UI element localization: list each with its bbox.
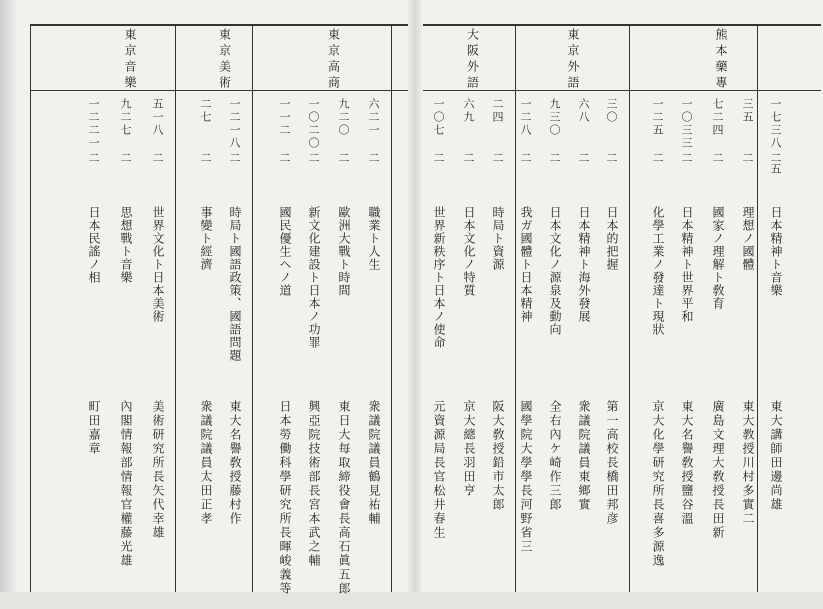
institution-label: 熊本藥專 <box>714 28 728 92</box>
lecturer-name: 元資源局長官松井春生 <box>432 400 446 540</box>
lecturer-name: 衆議院議員太田正孝 <box>199 400 213 526</box>
left-page-top-rule <box>30 24 408 26</box>
lecture-count: 二 <box>307 152 320 163</box>
lecture-title: 思想戰ト音樂 <box>119 206 133 284</box>
lecturer-name: 廣島文理大敎授長田新 <box>711 400 725 540</box>
lecture-title: 化學工業ノ發達ト現狀 <box>651 206 665 336</box>
lecture-count: 二 <box>605 152 618 163</box>
lecture-date: 六八 <box>577 98 590 124</box>
lecture-title: 日本的把握 <box>605 206 619 271</box>
lecturer-name: 興亞院技術部長宮本武之輔 <box>307 400 321 568</box>
right-page-inner-rule <box>757 24 758 592</box>
lecture-title: 新文化建設ト日本ノ功罪 <box>307 206 321 349</box>
institution-separator <box>252 24 253 592</box>
lecture-title: 我ガ國體ト日本精神 <box>519 206 533 323</box>
lecture-count: 二 <box>711 152 724 163</box>
lecturer-name: 町田嘉章 <box>87 400 101 456</box>
lecturer-name: 全右內ケ崎作三郎 <box>548 400 562 512</box>
lecture-title: 日本文化ノ特質 <box>462 206 476 297</box>
lecture-count: 二 <box>680 152 693 163</box>
lecture-date: 一〇二〇 <box>307 98 320 150</box>
lecturer-name: 國學院大學學長河野省三 <box>519 400 533 554</box>
lecture-date: 五一八 <box>151 98 164 137</box>
institution-separator <box>629 24 630 592</box>
lecture-count: 二 <box>491 152 504 163</box>
lecture-count: 二五 <box>769 152 782 174</box>
lecturer-name: 東大講師田邊尚雄 <box>769 400 783 512</box>
lecture-title: 理想ノ國體 <box>741 206 755 271</box>
lecture-date: 一二一八 <box>228 98 241 150</box>
lecture-count: 二 <box>741 152 754 163</box>
lecturer-name: 衆議院議員鶴見祐輔 <box>367 400 381 526</box>
lecture-title: 時局ト國語政策、國語問題 <box>228 206 242 362</box>
lecture-date: 二四 <box>491 98 504 124</box>
lecture-title: 日本文化ノ源泉及動向 <box>548 206 562 336</box>
lecture-title: 日本精神ト海外發展 <box>577 206 591 323</box>
lecturer-name: 日本勞働科學研究所長暉峻義等 <box>278 400 292 596</box>
lecturer-name: 東大教授川村多實二 <box>741 400 755 526</box>
lecture-count: 二 <box>199 152 212 163</box>
institution-label: 東京美術 <box>217 28 232 92</box>
lecture-date: 九二七 <box>119 98 132 137</box>
lecture-date: 一二二一 <box>87 98 100 150</box>
lecture-date: 九二〇 <box>337 98 350 137</box>
lecture-count: 二 <box>119 152 132 163</box>
lecture-date: 一二八 <box>519 98 532 137</box>
lecture-title: 國民優生ヘノ道 <box>278 206 292 297</box>
lecture-title: 日本精神ト世界平和 <box>680 206 694 323</box>
lecture-title: 職業ト人生 <box>367 206 381 271</box>
lecturer-name: 東日大每取締役會長高石眞五郎 <box>337 400 351 596</box>
left-page-outer-rule <box>30 24 31 592</box>
lecturer-name: 阪大敎授鉛市太郎 <box>491 400 505 512</box>
lecture-date: 一七三八 <box>769 98 782 150</box>
lecture-title: 日本精神ト音樂 <box>769 206 783 297</box>
right-page-top-rule <box>423 24 821 26</box>
lecture-title: 時局ト資源 <box>491 206 505 271</box>
lecturer-name: 東大名譽敎授藤村作 <box>228 400 242 526</box>
institution-separator <box>391 24 392 592</box>
lecture-count: 二 <box>367 152 380 163</box>
institution-separator <box>515 24 516 592</box>
lecturer-name: 美術研究所長矢代幸雄 <box>151 400 165 540</box>
lecture-count: 二 <box>151 152 164 163</box>
lecture-count: 二 <box>432 152 445 163</box>
lecturer-name: 京大總長羽田亨 <box>462 400 476 498</box>
lecture-title: 歐洲大戰ト時間 <box>337 206 351 297</box>
lecture-count: 二 <box>577 152 590 163</box>
lecture-title: 國家ノ理解ト敎育 <box>711 206 725 310</box>
institution-label: 大阪外語 <box>465 28 480 92</box>
lecture-count: 二 <box>519 152 532 163</box>
lecture-count: 二 <box>87 152 100 163</box>
lecture-title: 日本民謠ノ相 <box>87 206 101 284</box>
lecturer-name: 東大名譽敎授鹽谷溫 <box>680 400 694 526</box>
lecture-title: 世界文化ト日本美術 <box>151 206 165 323</box>
lecture-date: 一二五 <box>651 98 664 137</box>
lecture-title: 世界新秩序ト日本ノ使命 <box>432 206 446 349</box>
lecture-date: 三五 <box>741 98 754 124</box>
lecture-count: 二 <box>228 152 241 163</box>
lecture-date: 一〇七 <box>432 98 445 137</box>
lecture-date: 六二一 <box>367 98 380 137</box>
lecture-date: 一〇三三 <box>680 98 693 150</box>
lecture-date: 一一二 <box>278 98 291 137</box>
lecture-date: 九三〇 <box>548 98 561 137</box>
institution-label: 東京音樂 <box>123 28 137 92</box>
lecturer-name: 衆議院議員東鄉實 <box>577 400 591 512</box>
right-page-header-rule <box>423 90 821 91</box>
institution-separator <box>175 24 176 592</box>
institution-label: 東京外語 <box>566 28 580 92</box>
lecture-date: 七二四 <box>711 98 724 137</box>
lecture-date: 六九 <box>462 98 475 124</box>
lecture-count: 二 <box>651 152 664 163</box>
lecture-date: 二七 <box>199 98 212 124</box>
lecture-date: 三〇 <box>605 98 618 124</box>
lecture-count: 二 <box>337 152 350 163</box>
lecture-count: 二 <box>548 152 561 163</box>
lecture-count: 二 <box>278 152 291 163</box>
lecturer-name: 第一高校長橋田邦彦 <box>605 400 619 526</box>
lecturer-name: 內閣情報部情報官權藤光雄 <box>119 400 133 568</box>
lecturer-name: 京大化學研究所長喜多源逸 <box>651 400 665 568</box>
lecture-title: 事變ト經濟 <box>199 206 213 271</box>
lecture-count: 二 <box>462 152 475 163</box>
institution-label: 東京高商 <box>326 28 341 92</box>
